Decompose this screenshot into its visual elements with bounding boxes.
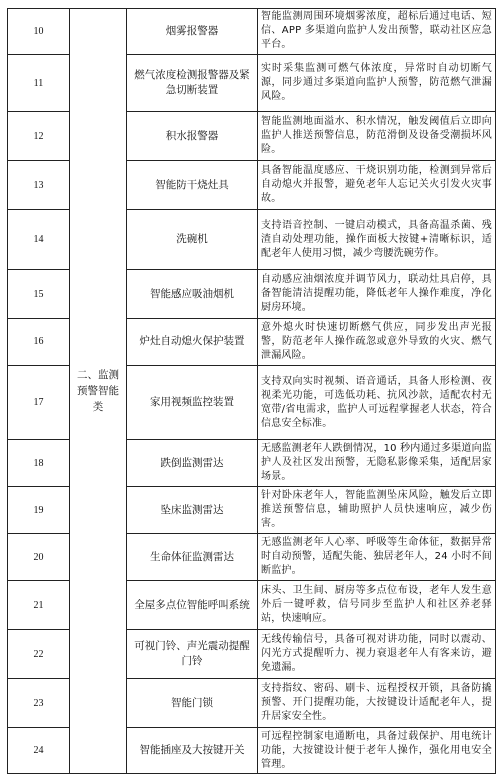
item-description: 无感监测老年人跌倒情况，10 秒内通过多渠道向监护人及社区发出预警，无隐私影像采集，适配居家场景。 <box>258 440 496 487</box>
table-row <box>8 9 496 55</box>
item-description: 可远程控制家电通断电，具备过载保护、用电统计功能，大按键设计便于老年人操作，强化用电安全管理。 <box>258 728 496 774</box>
row-number: 10 <box>8 9 70 55</box>
row-number: 23 <box>8 679 70 728</box>
row-number: 18 <box>8 440 70 487</box>
item-description: 支持指纹、密码、刷卡、远程授权开锁，具备防撬预警、开门提醒功能，大按键设计适配老年人，提升居家安全性。 <box>258 679 496 728</box>
row-number: 14 <box>8 210 70 270</box>
equipment-table <box>7 8 496 774</box>
item-name: 智能插座及大按键开关 <box>127 728 258 774</box>
item-name: 家用视频监控装置 <box>127 365 258 440</box>
row-number: 21 <box>8 581 70 630</box>
item-name: 智能感应吸油烟机 <box>127 270 258 319</box>
row-number: 17 <box>8 365 70 440</box>
item-description: 无感监测老年人心率、呼吸等生命体征，数据异常时自动预警，适配失能、独居老年人，24 小时不间断监护。 <box>258 534 496 581</box>
item-description: 针对卧床老年人，智能监测坠床风险，触发后立即推送预警信息，辅助照护人员快速响应，减少伤害。 <box>258 487 496 534</box>
category-cell: 二、监测预警智能类 <box>70 9 127 774</box>
item-name: 洗碗机 <box>127 210 258 270</box>
table-body <box>8 9 496 774</box>
item-description: 床头、卫生间、厨房等多点位布设，老年人发生意外后一键呼救，信号同步至监护人和社区养老驿站，快速响应。 <box>258 581 496 630</box>
item-description: 智能监测地面溢水、积水情况，触发阈值后立即向监护人推送预警信息，防范滑倒及设备受潮损坏风险。 <box>258 112 496 161</box>
item-description: 意外熄火时快速切断燃气供应，同步发出声光报警，防范老年人操作疏忽或意外导致的火灾、燃气泄漏风险。 <box>258 319 496 366</box>
item-name: 智能门锁 <box>127 679 258 728</box>
row-number: 19 <box>8 487 70 534</box>
item-description: 自动感应油烟浓度并调节风力，联动灶具启停，具备智能清洁提醒功能，降低老年人操作难度，净化厨房环境。 <box>258 270 496 319</box>
row-number: 13 <box>8 161 70 210</box>
item-name: 可视门铃、声光震动提醒门铃 <box>127 630 258 679</box>
item-description: 无线传输信号，具备可视对讲功能，同时以震动、闪光方式提醒听力、视力衰退老年人有客来访，避免遗漏。 <box>258 630 496 679</box>
item-description: 实时采集监测可燃气体浓度，异常时自动切断气源，同步通过多渠道向监护人预警，防范燃气泄漏风险。 <box>258 54 496 112</box>
item-description: 智能监测周围环境烟雾浓度，超标后通过电话、短信、APP 多渠道向监护人发出预警，联动社区应急平台。 <box>258 9 496 55</box>
row-number: 20 <box>8 534 70 581</box>
row-number: 16 <box>8 319 70 366</box>
row-number: 22 <box>8 630 70 679</box>
row-number: 11 <box>8 54 70 112</box>
row-number: 12 <box>8 112 70 161</box>
item-name: 生命体征监测雷达 <box>127 534 258 581</box>
item-name: 积水报警器 <box>127 112 258 161</box>
item-description: 支持双向实时视频、语音通话，具备人形检测、夜视柔光功能，可选低功耗、抗风沙款，适配农村无宽带/省电需求，监护人可远程掌握老人状态，符合信息安全标准。 <box>258 365 496 440</box>
item-name: 烟雾报警器 <box>127 9 258 55</box>
item-name: 跌倒监测雷达 <box>127 440 258 487</box>
item-name: 智能防干烧灶具 <box>127 161 258 210</box>
item-name: 坠床监测雷达 <box>127 487 258 534</box>
row-number: 24 <box>8 728 70 774</box>
item-name: 全屋多点位智能呼叫系统 <box>127 581 258 630</box>
item-name: 燃气浓度检测报警器及紧急切断装置 <box>127 54 258 112</box>
item-name: 炉灶自动熄火保护装置 <box>127 319 258 366</box>
row-number: 15 <box>8 270 70 319</box>
item-description: 具备智能温度感应、干烧识别功能，检测到异常后自动熄火并报警，避免老年人忘记关火引发火灾事故。 <box>258 161 496 210</box>
item-description: 支持语音控制、一键启动模式，具备高温杀菌、残渣自动处理功能，操作面板大按键+清晰标识，适配老年人使用习惯，减少弯腰洗碗劳作。 <box>258 210 496 270</box>
